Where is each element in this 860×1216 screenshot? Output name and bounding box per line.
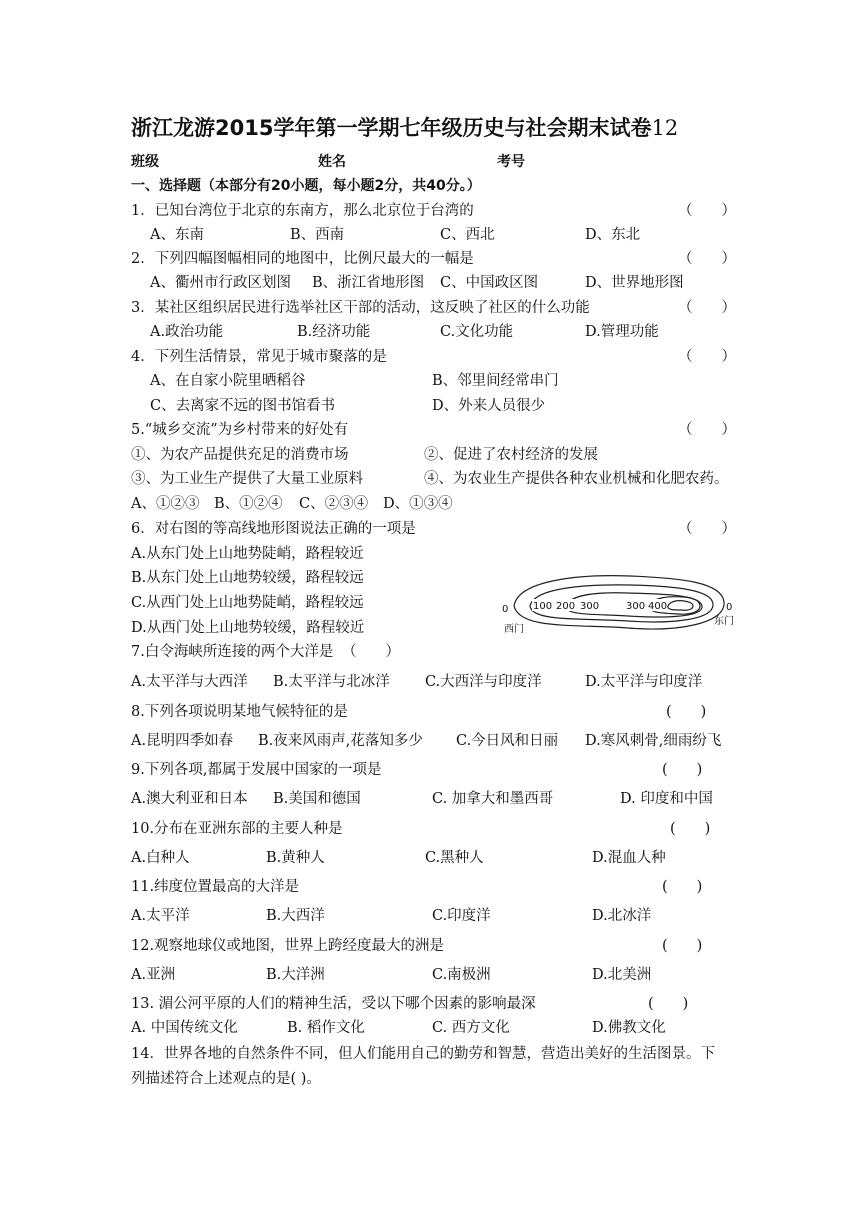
question-stem: 10.分布在亚洲东部的主要人种是 ( ): [0, 817, 860, 841]
exam-no-label: 考号: [497, 154, 525, 170]
question-stem: 13. 湄公河平原的人们的精神生活，受以下哪个因素的影响最深 ( ): [0, 992, 860, 1016]
question-options: A.白种人 B.黄种人 C.黑种人 D.混血人种: [131, 850, 666, 866]
page-title: [131, 112, 678, 142]
contour-label: 200: [556, 601, 576, 612]
answer-paren: ( ): [662, 762, 703, 778]
contour-map-figure: [500, 566, 750, 640]
contour-label: 100: [533, 601, 553, 612]
question-stem: 11.纬度位置最高的大洋是 ( ): [0, 875, 860, 899]
question-options: C、去离家不远的图书馆看书 D、外来人员很少: [150, 398, 546, 414]
zero-label-west: 0: [502, 604, 509, 615]
question-stem: 9.下列各项,都属于发展中国家的一项是 ( ): [0, 758, 860, 782]
question-options: A.澳大利亚和日本 B.美国和德国 C. 加拿大和墨西哥 D. 印度和中国: [131, 791, 713, 807]
question-stem: 3．某社区组织居民进行选举社区干部的活动，这反映了社区的什么功能 （ ）: [0, 296, 860, 320]
question-options: A.昆明四季如春 B.夜来风雨声,花落知多少 C.今日风和日丽 D.寒风刺骨,细雨纷飞: [131, 733, 722, 749]
title-number: 12: [651, 116, 679, 140]
answer-paren: ( ): [662, 938, 703, 954]
east-gate-label: 东门: [714, 616, 734, 627]
question-options: A、衢州市行政区划图 B、浙江省地形图 C、中国政区图 D、世界地形图: [150, 275, 684, 291]
section-heading: 一、选择题（本部分有20小题，每小题2分，共40分。）: [131, 178, 481, 194]
answer-paren: （ ）: [678, 521, 736, 537]
question-stem: 12.观察地球仪或地图，世界上跨经度最大的洲是 ( ): [0, 934, 860, 958]
question-stem-continued: 列描述符合上述观点的是( )。: [131, 1071, 321, 1087]
contour-label: 400: [648, 601, 668, 612]
answer-paren: （ ）: [342, 644, 400, 660]
question-options: A.太平洋与大西洋 B.太平洋与北冰洋 C.大西洋与印度洋 D.太平洋与印度洋: [131, 674, 703, 690]
question-stem: 2．下列四幅图幅相同的地图中，比例尺最大的一幅是 （ ）: [0, 247, 860, 271]
question-items: ③、为工业生产提供了大量工业原料 ④、为农业生产提供各种农业机械和化肥农药。: [131, 471, 729, 487]
question-options: A. 中国传统文化 B. 稻作文化 C. 西方文化 D.佛教文化: [131, 1020, 666, 1036]
question-options: A.太平洋 B.大西洋 C.印度洋 D.北冰洋: [131, 908, 652, 924]
question-options: A.政治功能 B.经济功能 C.文化功能 D.管理功能: [150, 324, 659, 340]
west-gate-label: 西门: [504, 624, 524, 635]
question-stem: 7.白令海峡所连接的两个大洋是 （ ）: [0, 640, 860, 664]
answer-paren: ( ): [648, 996, 689, 1012]
question-options: A、①②③ B、①②④ C、②③④ D、①③④: [131, 496, 453, 512]
question-option: C.从西门处上山地势陡峭，路程较远: [131, 595, 364, 611]
question-stem: 4．下列生活情景，常见于城市聚落的是 （ ）: [0, 345, 860, 369]
contour-label: 300: [580, 601, 600, 612]
name-label: 姓名: [318, 154, 346, 170]
question-option: B.从东门处上山地势较缓，路程较远: [131, 570, 364, 586]
question-stem: 1．已知台湾位于北京的东南方，那么北京位于台湾的 （ ）: [0, 199, 860, 223]
answer-paren: ( ): [666, 704, 707, 720]
answer-paren: （ ）: [678, 251, 736, 267]
answer-paren: （ ）: [678, 203, 736, 219]
question-options: A、在自家小院里晒稻谷 B、邻里间经常串门: [150, 373, 559, 389]
question-stem: 6．对右图的等高线地形图说法正确的一项是 （ ）: [0, 517, 860, 541]
title-text: 浙江龙游2015学年第一学期七年级历史与社会期末试卷: [131, 116, 652, 140]
question-stem: 14．世界各地的自然条件不同，但人们能用自己的勤劳和智慧，营造出美好的生活图景。下: [131, 1046, 715, 1062]
class-label: 班级: [131, 154, 159, 170]
answer-paren: （ ）: [678, 422, 736, 438]
answer-paren: （ ）: [678, 300, 736, 316]
question-stem: 8.下列各项说明某地气候特征的是 ( ): [0, 700, 860, 724]
contour-label: 300: [626, 601, 646, 612]
question-options: A、东南 B、西南 C、西北 D、东北: [150, 227, 641, 243]
question-items: ①、为农产品提供充足的消费市场 ②、促进了农村经济的发展: [131, 447, 598, 463]
answer-paren: ( ): [670, 821, 711, 837]
question-option: A.从东门处上山地势陡峭，路程较近: [131, 546, 364, 562]
question-options: A.亚洲 B.大洋洲 C.南极洲 D.北美洲: [131, 967, 652, 983]
zero-label-east: 0: [726, 602, 733, 613]
question-stem: 5.“城乡交流”为乡村带来的好处有 （ ）: [0, 418, 860, 442]
header-fields: [0, 150, 860, 174]
answer-paren: （ ）: [678, 349, 736, 365]
answer-paren: ( ): [662, 879, 703, 895]
question-option: D.从西门处上山地势较缓，路程较近: [131, 620, 365, 636]
